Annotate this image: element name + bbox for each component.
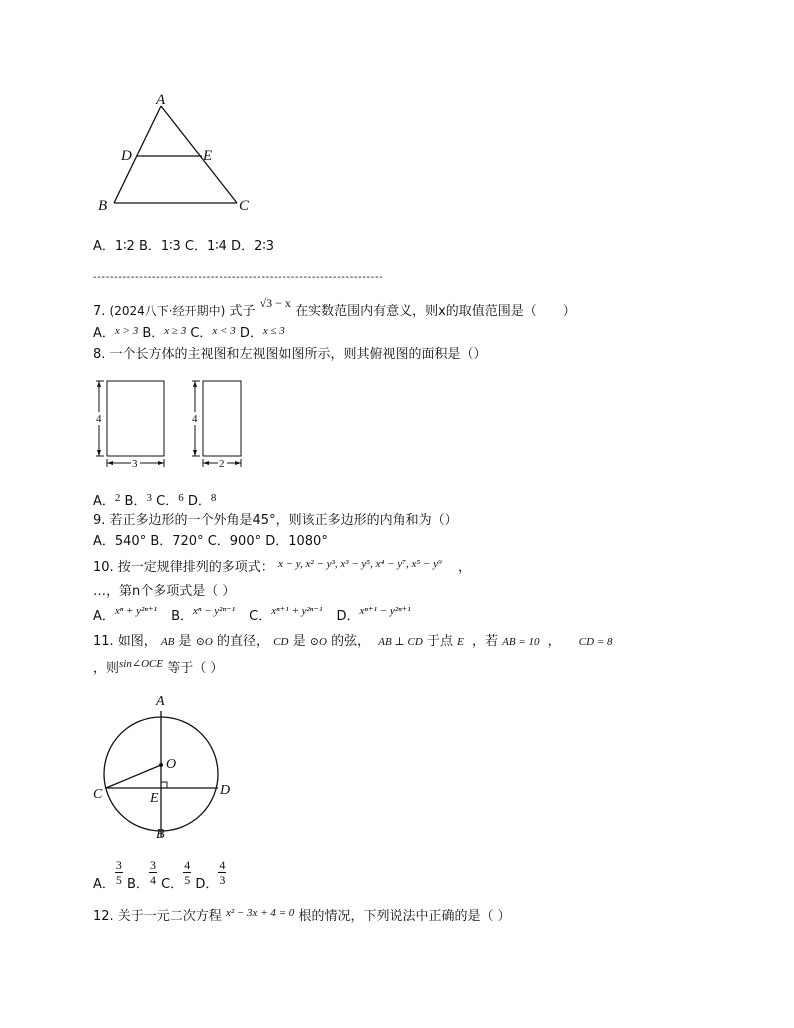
q8-option-b-label: B． (124, 494, 147, 509)
q11-text-4: 是 (292, 634, 306, 649)
q10-option-a-label: A． (93, 609, 115, 624)
q12-stem-after: 根的情况，下列说法中正确的是（ ） (298, 909, 511, 924)
circle-label-c: C (93, 787, 103, 802)
q11-line2-end: 等于（ ） (167, 661, 224, 676)
q7-expression: √3 − x (259, 296, 291, 310)
q10-expression: x − y, x² − y³, x³ − y⁵, x⁴ − y⁷, x⁵ − y⁹ (277, 558, 442, 570)
q11-math-circle-o-2: ⊙O (309, 636, 327, 648)
q10-stem-before: 10. 按一定规律排列的多项式： (93, 560, 274, 575)
q12-expression: x² − 3x + 4 = 0 (225, 907, 295, 919)
q10-options (93, 605, 411, 624)
q11-stem (93, 630, 613, 649)
q7-option-d-label: D． (239, 326, 263, 341)
circle-label-d: D (220, 783, 231, 798)
q10-option-d: xⁿ⁺¹ − y²ⁿ⁺¹ (359, 605, 411, 617)
q7-options (93, 322, 285, 341)
q11-text-2: 是 (178, 634, 192, 649)
q11-text-3: 的直径， (217, 634, 270, 649)
q11-option-b-label: B． (127, 877, 149, 892)
q10-stem-after: ， (457, 560, 471, 575)
q8-option-b: 3 (146, 492, 152, 504)
q8-option-c-label: C． (156, 494, 179, 509)
triangle-label-a: A (156, 92, 166, 108)
q8-options (93, 490, 216, 509)
q7-stem (93, 296, 576, 319)
q8-option-d: 8 (210, 492, 217, 504)
q11-option-d-den: 3 (219, 873, 226, 887)
q7-stem-after: 在实数范围内有意义，则x的取值范围是（ ） (295, 304, 576, 319)
q9-options: A．540° B．720° C．900° D．1080° (93, 534, 328, 549)
radius-oc (106, 765, 161, 788)
q11-option-b-num: 3 (149, 858, 156, 872)
side-view-height-label: 4 (192, 413, 198, 425)
circle-label-o: O (166, 757, 177, 772)
q7-number: 7. (93, 304, 106, 319)
q11-option-d (218, 858, 226, 887)
circle-label-e: E (150, 791, 159, 806)
triangle-label-b: B (98, 198, 108, 214)
q11-option-c-den: 5 (184, 873, 191, 887)
triangle-label-d: D (121, 148, 132, 164)
circle-label-b: B (156, 827, 165, 842)
q8-option-a: 2 (114, 492, 121, 504)
q11-option-a-den: 5 (115, 873, 122, 887)
circle-figure (88, 690, 243, 845)
q11-option-a-label: A． (93, 877, 115, 892)
q11-option-b (149, 858, 157, 887)
triangle-side-ac (161, 106, 237, 203)
q11-text-7: ，若 (471, 634, 498, 649)
q8-option-d-label: D． (187, 494, 211, 509)
q11-option-c (183, 858, 191, 887)
q11-options (93, 858, 226, 892)
q12-stem (93, 905, 511, 924)
separator-line: --------------------------------------------------------------------- (93, 272, 384, 283)
q11-text-6: 于点 (426, 634, 453, 649)
q11-math-circle-o: ⊙O (195, 636, 213, 648)
q11-math-ab-eq: AB = 10 (502, 636, 540, 648)
q8-option-c: 6 (178, 492, 184, 504)
q7-option-a-label: A． (93, 326, 115, 341)
q11-math-sin: sin∠OCE (119, 658, 164, 670)
q7-option-b: x ≥ 3 (164, 325, 187, 337)
triangle-label-e: E (203, 148, 213, 164)
q11-math-e: E (457, 636, 464, 648)
q11-option-a (115, 858, 123, 887)
q8-option-a-label: A． (93, 494, 115, 509)
q10-option-a: xⁿ + y²ⁿ⁺¹ (114, 605, 157, 617)
q11-text-8: ， (547, 634, 561, 649)
q11-math-ab: AB (160, 636, 175, 648)
q10-option-b: xⁿ − y²ⁿ⁻¹ (193, 605, 236, 617)
front-view-height-label: 4 (96, 413, 102, 425)
q7-option-d: x ≤ 3 (262, 325, 285, 337)
front-view-width-label: 3 (132, 458, 138, 470)
q11-option-d-label: D． (195, 877, 219, 892)
q11-math-cd-eq: CD = 8 (578, 636, 613, 648)
q11-text-1: 11. 如图， (93, 634, 157, 649)
q7-option-b-label: B． (142, 326, 165, 341)
triangle-figure (90, 88, 265, 218)
q11-math-cd: CD (273, 636, 289, 648)
side-view-rect (203, 381, 241, 456)
triangle-label-c: C (239, 198, 250, 214)
q12-stem-before: 12. 关于一元二次方程 (93, 909, 222, 924)
q7-option-a: x > 3 (114, 325, 139, 337)
q11-option-c-num: 4 (184, 858, 191, 872)
q11-option-b-den: 4 (149, 873, 156, 887)
q10-option-d-label: D． (336, 609, 360, 624)
q9-stem: 9. 若正多边形的一个外角是45°，则该正多边形的内角和为（） (93, 513, 458, 528)
q6-options: A．1∶2 B．1∶3 C．1∶4 D．2∶3 (93, 239, 274, 254)
q7-stem-before: 式子 (229, 304, 256, 319)
right-angle-mark (161, 782, 167, 788)
q10-stem (93, 556, 471, 575)
q11-line2-start: ，则 (93, 661, 120, 676)
circle-label-a: A (156, 694, 165, 709)
q7-option-c-label: C． (190, 326, 213, 341)
q11-text-5: 的弦， (331, 634, 371, 649)
q11-math-perp: AB ⊥ CD (378, 636, 423, 648)
q10-option-c-label: C． (249, 609, 272, 624)
q11-option-a-num: 3 (115, 858, 122, 872)
q7-source: (2024八下·经开期中) (109, 304, 226, 318)
q8-stem: 8. 一个长方体的主视图和左视图如图所示，则其俯视图的面积是（） (93, 347, 487, 362)
q10-stem-line2: …，第n个多项式是（ ） (93, 584, 236, 599)
q11-stem-line2 (93, 657, 223, 676)
q7-option-c: x < 3 (212, 325, 236, 337)
q10-option-c: xⁿ⁺¹ + y²ⁿ⁻¹ (271, 605, 323, 617)
center-point-o (159, 763, 163, 767)
side-view-width-label: 2 (219, 458, 225, 470)
q11-option-c-label: C． (161, 877, 184, 892)
front-view-rect (107, 381, 164, 456)
q8-views-figure (90, 374, 250, 470)
q11-option-d-num: 4 (219, 858, 226, 872)
q10-option-b-label: B． (171, 609, 193, 624)
